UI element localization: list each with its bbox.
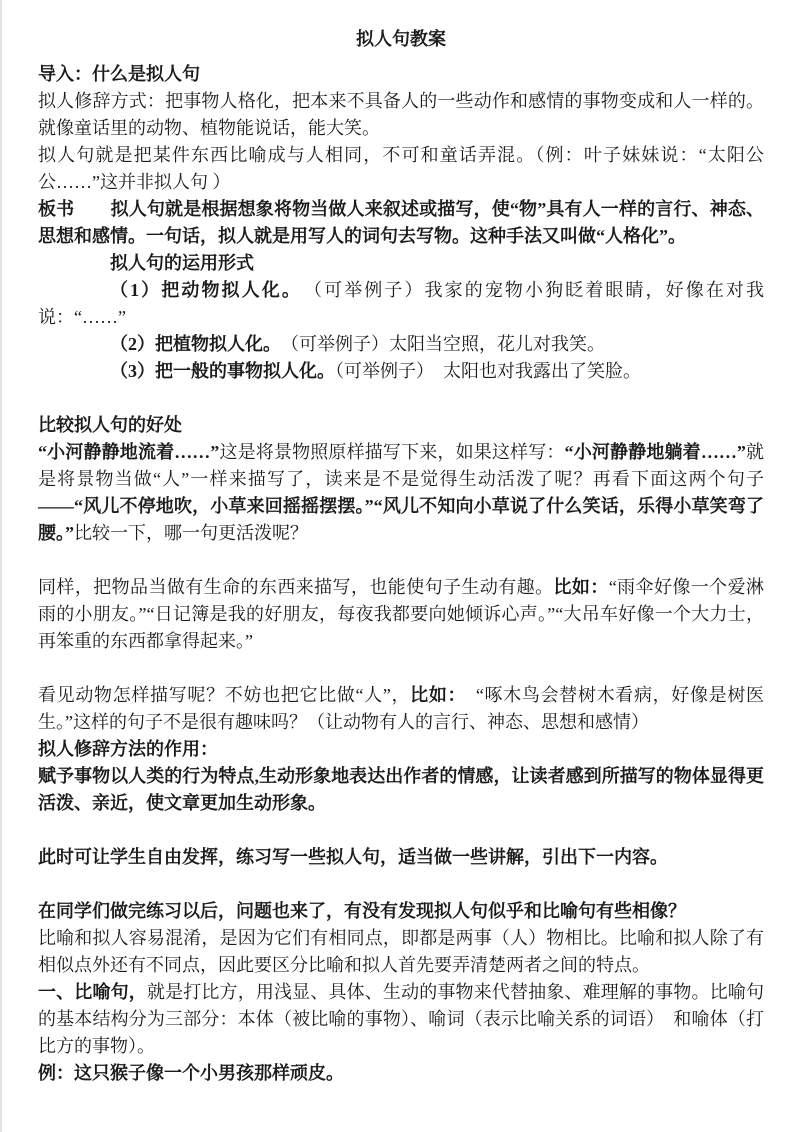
text-run: “小河静静地流着……” <box>38 442 220 462</box>
list-item-label: （2）把植物拟人化。 <box>110 334 272 354</box>
heading-usage-forms <box>38 250 764 277</box>
text-run: 板书 拟人句就是根据想象将物当做人来叙述或描写，使“物”具有人一样的言行、神态、思想和感情。一句话，拟人就是用写人的词句去写物。这种手法又叫做“人格化”。 <box>38 199 764 246</box>
paragraph-river-example <box>38 439 764 547</box>
text-run: 拟人修辞方式：把事物人格化，把本来不具备人的一些动作和感情的事物变成和人一样的。就像童话里的动物、植物能说话，能大笑。 <box>38 91 764 138</box>
paragraph-note <box>38 142 764 196</box>
heading-text: 在同学们做完练习以后，问题也来了，有没有发现拟人句似乎和比喻句有些相像？ <box>38 901 686 921</box>
blank-line <box>38 817 764 844</box>
paragraph-function <box>38 763 764 817</box>
paragraph-confusion <box>38 925 764 979</box>
text-run: （可举例子）太阳当空照，花儿对我笑。 <box>272 334 605 354</box>
paragraph-object-examples <box>38 574 764 655</box>
text-run: 拟人句就是把某件东西比喻成与人相同，不可和童话弄混。（例：叶子妹妹说：“太阳公公……”这并非拟人句 ） <box>38 145 764 192</box>
doc-title <box>38 26 764 53</box>
paragraph-blackboard <box>38 196 764 250</box>
list-item-label: （1）把动物拟人化。 <box>110 280 293 300</box>
text-run: 例：这只猴子像一个小男孩那样顽皮。 <box>38 1063 344 1083</box>
text-run: “啄木鸟会替树木看病，好像是树医生。”这样的句子不是很有趣味吗？（让动物有人的言行、神态、思想和感情） <box>38 685 764 732</box>
heading-comparison <box>38 412 764 439</box>
text-run: 看见动物怎样描写呢？不妨也把它比做“人”， <box>38 685 411 705</box>
text-run: （可举例子） 太阳也对我露出了笑脸。 <box>335 361 641 381</box>
text-run: 同样，把物品当做有生命的东西来描写，也能使句子生动有趣。 <box>38 577 554 597</box>
doc-title-text: 拟人句教案 <box>356 29 446 49</box>
paragraph-practice-note <box>38 844 764 871</box>
text-run: “小河静静地躺着……” <box>564 442 746 462</box>
text-run: ——“风儿不停地吹，小草来回摇摇摆摆。”“风儿不知向小草说了什么笑话，乐得小草笑弯了腰。” <box>38 496 764 543</box>
text-run: 比如： <box>410 685 458 705</box>
text-run: “雨伞好像一个爱淋雨的小朋友。”“日记簿是我的好朋友，每夜我都要向她倾诉心声。”“大吊车好像一个大力士，再笨重的东西都拿得起来。” <box>38 577 764 651</box>
text-run: 这是将景物照原样描写下来，如果这样写： <box>219 442 565 462</box>
text-run: 比如： <box>553 577 609 597</box>
heading-intro <box>38 61 764 88</box>
text-run: 比喻和拟人容易混淆，是因为它们有相同点，即都是两事（人）物相比。比喻和拟人除了有相似点外还有不同点，因此要区分比喻和拟人首先要弄清楚两者之间的特点。 <box>38 928 764 975</box>
text-run: 一、比喻句， <box>38 982 147 1002</box>
text-run: 就是将景物当做“人”一样来描写了，读来是不是觉得生动活泼了呢？再看下面这两个句子 <box>38 442 765 489</box>
text-run: 此时可让学生自由发挥，练习写一些拟人句，适当做一些讲解，引出下一内容。 <box>38 847 668 867</box>
blank-line <box>38 385 764 412</box>
text-run: （可举例子）我家的宠物小狗眨着眼睛，好像在对我说：“……” <box>38 280 765 327</box>
text-run: 比较一下，哪一句更活泼呢？ <box>74 523 308 543</box>
paragraph-metaphor-definition <box>38 979 764 1060</box>
blank-line <box>38 655 764 682</box>
heading-function <box>38 736 764 763</box>
paragraph-definition <box>38 88 764 142</box>
list-item-2 <box>38 331 764 358</box>
list-item-label: （3）把一般的事物拟人化。 <box>110 361 335 381</box>
heading-text: 拟人修辞方法的作用： <box>38 739 218 759</box>
list-item-1 <box>38 277 764 331</box>
blank-line <box>38 871 764 898</box>
blank-line <box>38 547 764 574</box>
heading-text: 拟人句的运用形式 <box>110 253 254 273</box>
document-content <box>2 0 800 1087</box>
text-run: 就是打比方，用浅显、具体、生动的事物来代替抽象、难理解的事物。比喻句的基本结构分为三部分：本体（被比喻的事物）、喻词（表示比喻关系的词语） 和喻体（打比方的事物）。 <box>38 982 765 1056</box>
heading-question <box>38 898 764 925</box>
text-run: 赋予事物以人类的行为特点,生动形象地表达出作者的情感，让读者感到所描写的物体显得更活泼、亲近，使文章更加生动形象。 <box>38 766 764 813</box>
heading-text: 比较拟人句的好处 <box>38 415 182 435</box>
paragraph-monkey-example <box>38 1060 764 1087</box>
list-item-3 <box>38 358 764 385</box>
heading-text: 导入：什么是拟人句 <box>38 64 200 84</box>
paragraph-animal-examples <box>38 682 764 736</box>
